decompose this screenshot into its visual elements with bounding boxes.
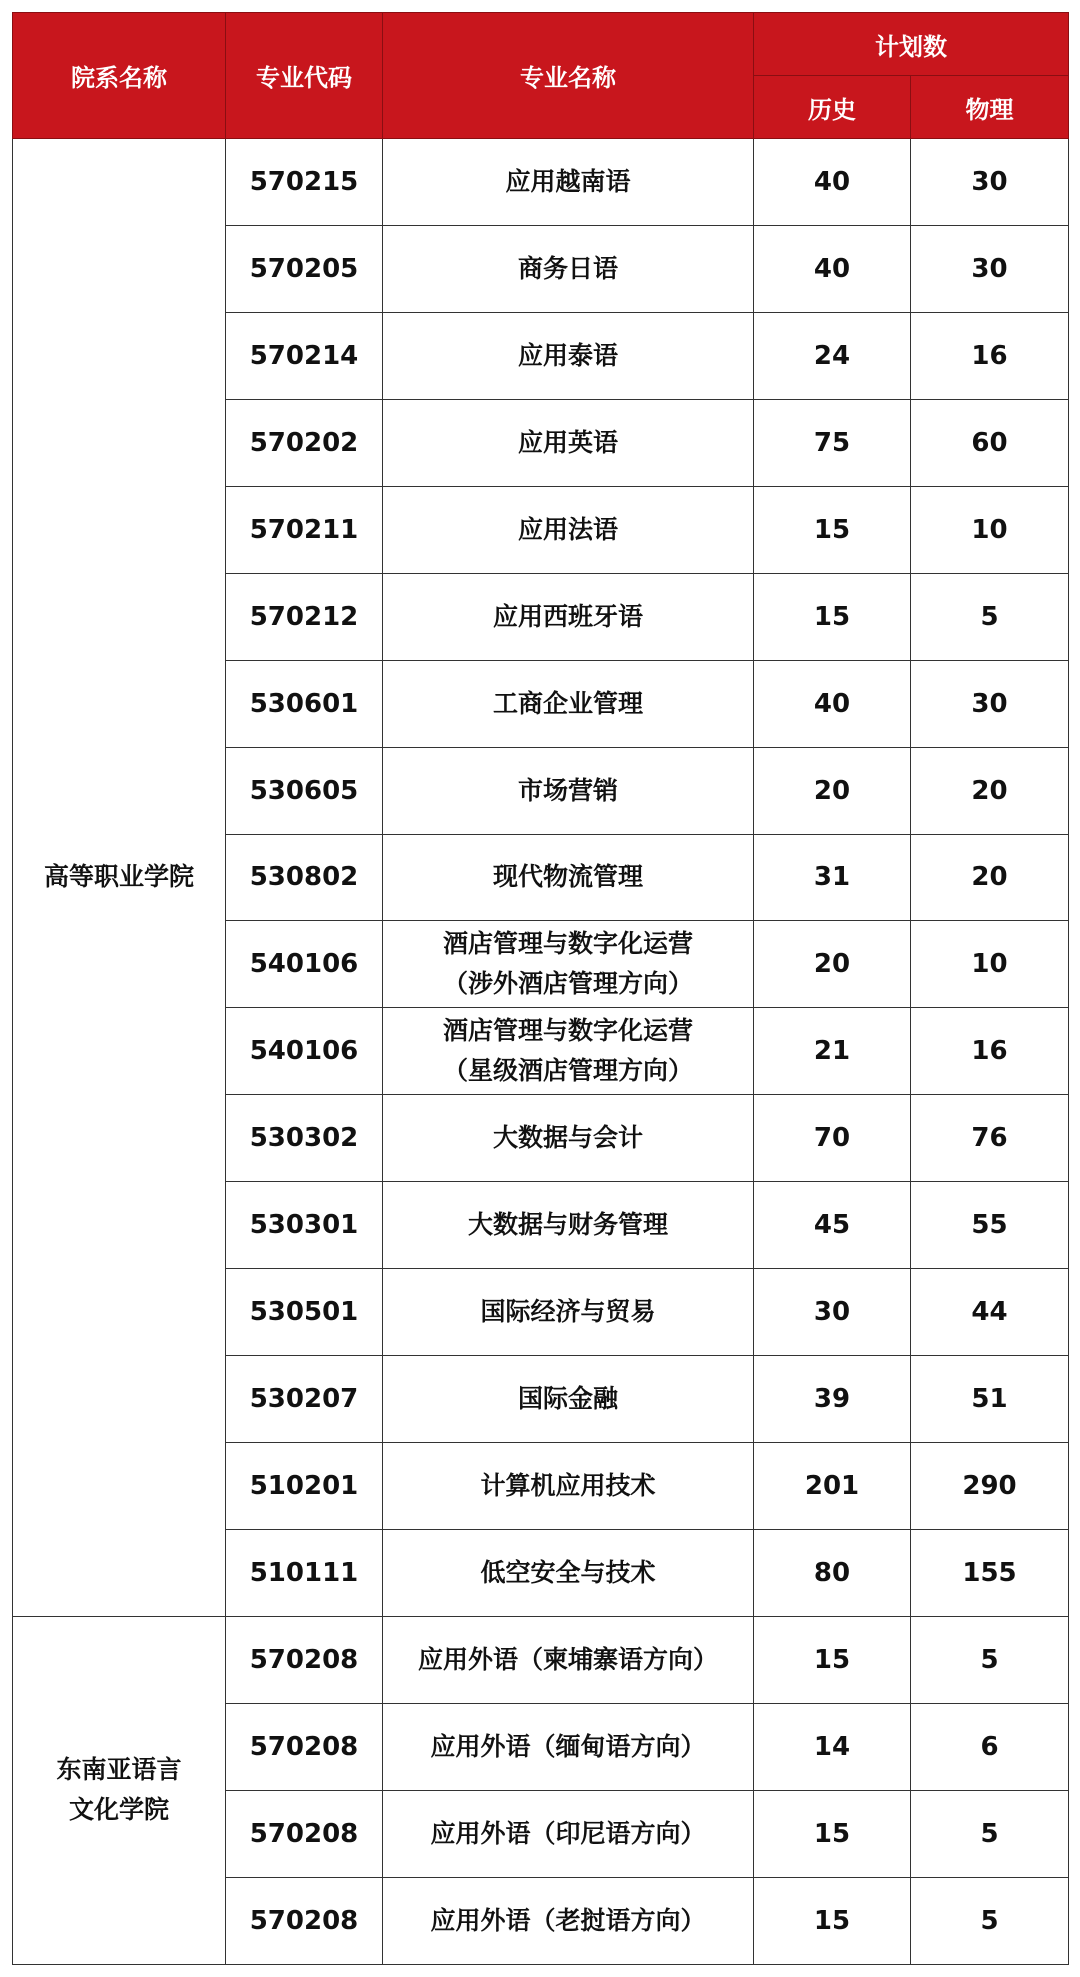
major-code: 570205 <box>226 225 383 312</box>
history-count: 39 <box>754 1356 911 1443</box>
major-name: 大数据与会计 <box>492 1123 643 1153</box>
major-name: 应用西班牙语 <box>492 601 643 631</box>
major-name-cell <box>383 1182 754 1269</box>
physics-count: 30 <box>911 660 1069 747</box>
major-name-cell <box>383 1703 754 1790</box>
history-count: 15 <box>754 1790 911 1877</box>
table-row <box>13 1616 1069 1703</box>
major-name-cell <box>383 834 754 921</box>
history-count: 40 <box>754 225 911 312</box>
major-name: 计算机应用技术 <box>480 1471 656 1501</box>
physics-count: 5 <box>911 1790 1069 1877</box>
major-code: 530601 <box>226 660 383 747</box>
history-count: 40 <box>754 139 911 226</box>
physics-count: 10 <box>911 486 1069 573</box>
major-name: 应用越南语 <box>505 166 631 196</box>
physics-count: 60 <box>911 399 1069 486</box>
physics-count: 290 <box>911 1443 1069 1530</box>
dept-cell <box>13 139 226 1617</box>
history-count: 14 <box>754 1703 911 1790</box>
physics-count: 155 <box>911 1530 1069 1617</box>
major-name-cell <box>383 573 754 660</box>
major-name: 应用外语（柬埔寨语方向） <box>417 1644 718 1674</box>
header-code: 专业代码 <box>226 13 383 139</box>
major-code: 570214 <box>226 312 383 399</box>
physics-count: 16 <box>911 312 1069 399</box>
major-name-cell <box>383 1095 754 1182</box>
table-row <box>13 139 1069 226</box>
major-name: 商务日语 <box>517 253 618 283</box>
major-code: 510111 <box>226 1530 383 1617</box>
table-body <box>13 139 1069 1965</box>
dept-label-line2: 文化学院 <box>68 1795 169 1825</box>
major-name: 应用外语（印尼语方向） <box>430 1818 706 1848</box>
major-name: 应用英语 <box>517 427 618 457</box>
major-name: 工商企业管理 <box>492 688 643 718</box>
major-name: 大数据与财务管理 <box>467 1210 668 1240</box>
major-name-cell <box>383 1008 754 1095</box>
major-code: 570202 <box>226 399 383 486</box>
major-name: 应用外语（缅甸语方向） <box>430 1731 706 1761</box>
physics-count: 30 <box>911 225 1069 312</box>
major-code: 570208 <box>226 1703 383 1790</box>
major-code: 540106 <box>226 1008 383 1095</box>
physics-count: 51 <box>911 1356 1069 1443</box>
major-name-direction: （涉外酒店管理方向） <box>442 969 693 999</box>
major-name-direction: （星级酒店管理方向） <box>442 1056 693 1086</box>
major-code: 530302 <box>226 1095 383 1182</box>
history-count: 15 <box>754 1616 911 1703</box>
major-code: 570211 <box>226 486 383 573</box>
history-count: 75 <box>754 399 911 486</box>
major-code: 570215 <box>226 139 383 226</box>
major-name-cell <box>383 1790 754 1877</box>
history-count: 21 <box>754 1008 911 1095</box>
history-count: 20 <box>754 747 911 834</box>
physics-count: 10 <box>911 921 1069 1008</box>
major-name: 酒店管理与数字化运营 <box>442 929 693 959</box>
physics-count: 20 <box>911 747 1069 834</box>
header-dept: 院系名称 <box>13 13 226 139</box>
history-count: 15 <box>754 486 911 573</box>
physics-count: 30 <box>911 139 1069 226</box>
major-code: 540106 <box>226 921 383 1008</box>
major-name-cell <box>383 660 754 747</box>
major-name: 国际金融 <box>517 1384 618 1414</box>
header-physics: 物理 <box>911 76 1069 139</box>
major-name-cell <box>383 1616 754 1703</box>
major-code: 510201 <box>226 1443 383 1530</box>
header-history: 历史 <box>754 76 911 139</box>
major-name-cell <box>383 1877 754 1964</box>
major-code: 530501 <box>226 1269 383 1356</box>
major-code: 530301 <box>226 1182 383 1269</box>
major-name: 现代物流管理 <box>492 862 643 892</box>
physics-count: 76 <box>911 1095 1069 1182</box>
dept-cell <box>13 1616 226 1964</box>
dept-label: 东南亚语言 <box>56 1755 182 1785</box>
physics-count: 20 <box>911 834 1069 921</box>
major-code: 570208 <box>226 1616 383 1703</box>
physics-count: 55 <box>911 1182 1069 1269</box>
major-name-cell <box>383 1269 754 1356</box>
major-code: 570212 <box>226 573 383 660</box>
physics-count: 5 <box>911 1616 1069 1703</box>
major-code: 570208 <box>226 1790 383 1877</box>
dept-label: 高等职业学院 <box>43 862 194 892</box>
physics-count: 16 <box>911 1008 1069 1095</box>
history-count: 20 <box>754 921 911 1008</box>
history-count: 24 <box>754 312 911 399</box>
major-code: 570208 <box>226 1877 383 1964</box>
major-name: 应用法语 <box>517 514 618 544</box>
history-count: 201 <box>754 1443 911 1530</box>
major-name-cell <box>383 139 754 226</box>
header-row-1 <box>13 13 1069 76</box>
major-name: 市场营销 <box>517 775 618 805</box>
major-name-cell <box>383 1356 754 1443</box>
enrollment-plan-table <box>12 12 1069 1965</box>
history-count: 40 <box>754 660 911 747</box>
history-count: 30 <box>754 1269 911 1356</box>
major-name: 应用泰语 <box>517 340 618 370</box>
history-count: 31 <box>754 834 911 921</box>
major-name: 酒店管理与数字化运营 <box>442 1016 693 1046</box>
major-name-cell <box>383 1443 754 1530</box>
major-name-cell <box>383 1530 754 1617</box>
history-count: 45 <box>754 1182 911 1269</box>
major-name-cell <box>383 225 754 312</box>
major-code: 530802 <box>226 834 383 921</box>
header-plan: 计划数 <box>754 13 1069 76</box>
physics-count: 5 <box>911 1877 1069 1964</box>
physics-count: 5 <box>911 573 1069 660</box>
history-count: 15 <box>754 1877 911 1964</box>
major-name: 国际经济与贸易 <box>480 1297 656 1327</box>
major-code: 530207 <box>226 1356 383 1443</box>
history-count: 15 <box>754 573 911 660</box>
history-count: 70 <box>754 1095 911 1182</box>
physics-count: 6 <box>911 1703 1069 1790</box>
history-count: 80 <box>754 1530 911 1617</box>
major-name-cell <box>383 747 754 834</box>
physics-count: 44 <box>911 1269 1069 1356</box>
major-name: 应用外语（老挝语方向） <box>430 1905 706 1935</box>
major-name-cell <box>383 312 754 399</box>
major-name-cell <box>383 486 754 573</box>
major-name: 低空安全与技术 <box>480 1557 656 1587</box>
header-name: 专业名称 <box>383 13 754 139</box>
major-name-cell <box>383 921 754 1008</box>
major-code: 530605 <box>226 747 383 834</box>
major-name-cell <box>383 399 754 486</box>
